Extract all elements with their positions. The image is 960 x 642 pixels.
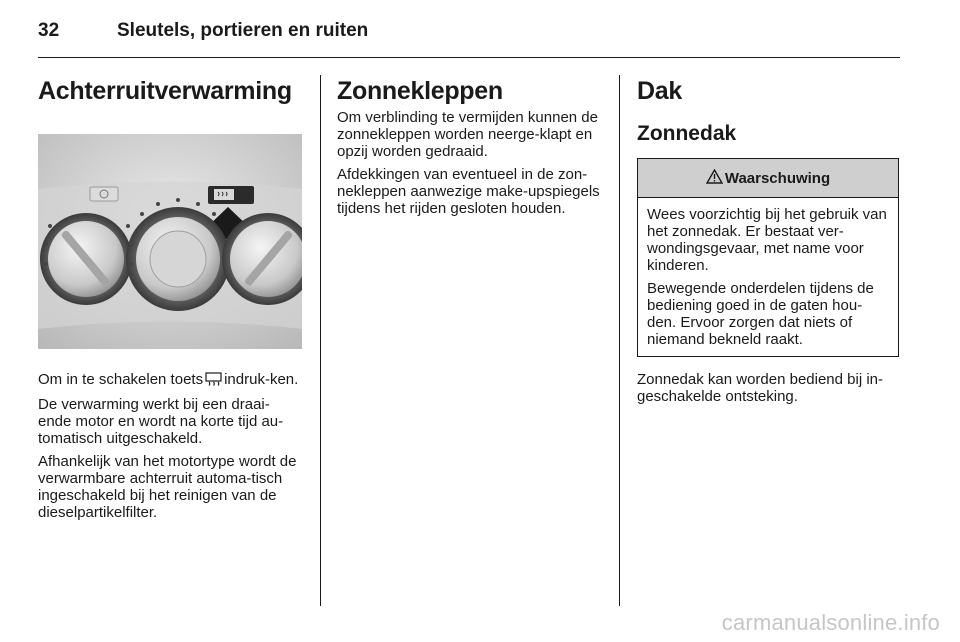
warning-paragraph-1: Wees voorzichtig bij het gebruik van het zonnedak. Er bestaat ver-wondingsgevaar, met name voor kinderen. <box>647 206 887 274</box>
watermark: carmanualsonline.info <box>721 610 940 635</box>
rear-window-heater-paragraph-1-start: Om in te schakelen toets <box>38 371 204 388</box>
rear-window-heater-text <box>38 371 302 521</box>
warning-title: Waarschuwing <box>724 169 831 187</box>
rear-window-heater-icon <box>205 372 222 390</box>
rear-window-heater-paragraph-2: De verwarming werkt bij een draai-ende motor en wordt na korte tijd au-tomatisch uitgeschakeld. <box>38 396 284 447</box>
column-divider-1 <box>320 75 321 606</box>
column-divider-2 <box>619 75 620 606</box>
section-heading-roof: Dak <box>637 77 682 105</box>
warning-box <box>637 158 899 357</box>
climate-control-figure <box>38 134 302 349</box>
section-heading-rear-window-heater: Achterruitverwarming <box>38 77 292 105</box>
climate-control-panel-illustration <box>38 134 302 349</box>
subheading-sunroof: Zonnedak <box>637 122 737 145</box>
section-heading-sun-visors: Zonnekleppen <box>337 77 503 105</box>
sunroof-paragraph: Zonnedak kan worden bediend bij in-geschakelde ontsteking. <box>637 371 883 405</box>
header-rule <box>38 57 900 58</box>
sun-visors-paragraph-2: Afdekkingen van eventueel in de zon-nekleppen aanwezige make-upspiegels tijdens het rijden gesloten houden. <box>337 166 600 217</box>
warning-body <box>638 198 898 356</box>
column-sun-visors <box>337 76 601 223</box>
warning-paragraph-2: Bewegende onderdelen tijdens de bediening goed in de gaten hou-den. Ervoor zorgen dat niets of niemand bekneld raakt. <box>647 280 874 348</box>
warning-header <box>638 159 898 198</box>
page-number: 32 <box>38 20 60 41</box>
sun-visors-paragraph-1: Om verblinding te vermijden kunnen de zonnekleppen worden neerge-klapt en opzij worden gedraaid. <box>337 109 598 160</box>
rear-window-heater-paragraph-1 <box>38 371 302 390</box>
column-roof <box>637 76 901 411</box>
warning-triangle-icon <box>706 169 723 188</box>
chapter-title: Sleutels, portieren en ruiten <box>117 20 369 41</box>
rear-window-heater-paragraph-3: Afhankelijk van het motortype wordt de verwarmbare achterruit automa-tisch ingeschakeld bij het reinigen van de dieselpartikelfilter. <box>38 453 297 521</box>
column-rear-window-heater <box>38 76 302 527</box>
rear-window-heater-paragraph-1-end: indruk-ken. <box>224 371 299 388</box>
